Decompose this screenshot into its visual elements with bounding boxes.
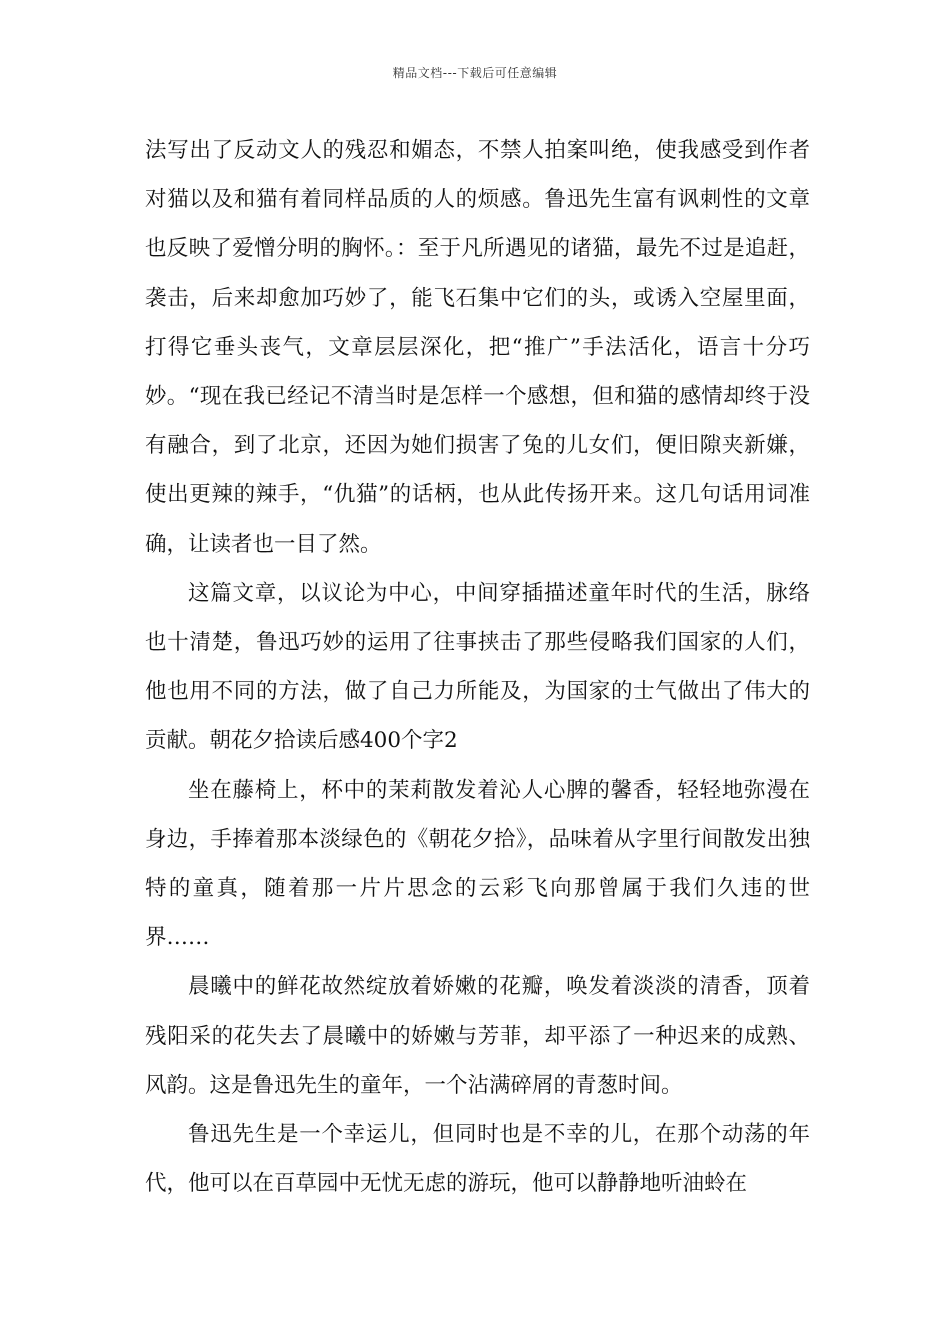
paragraph-1: 法写出了反动文人的残忍和媚态，不禁人拍案叫绝，使我感受到作者对猫以及和猫有着同样品质的人的烦感。鲁迅先生富有讽刺性的文章也反映了爱憎分明的胸怀。：至于凡所遇见的诸猫，最先不过是追赶，袭击，后来却愈加巧妙了，能飞石集中它们的头，或诱入空屋里面，打得它垂头丧气，文章层层深化，把“推广”手法活化，语言十分巧妙。“现在我已经记不清当时是怎样一个感想，但和猫的感情却终于没有融合，到了北京，还因为她们损害了兔的儿女们，便旧隙夹新嫌，使出更辣的辣手，“仇猫”的话柄，也从此传扬开来。这几句话用词准确，让读者也一目了然。 xyxy=(145,138,810,557)
paragraph-3: 坐在藤椅上，杯中的茉莉散发着沁人心脾的馨香，轻轻地弥漫在身边，手捧着那本淡绿色的《朝花夕拾》，品味着从字里行间散发出独特的童真，随着那一片片思念的云彩飞向那曾属于我们久违的世界…… xyxy=(145,777,810,951)
document-body xyxy=(145,126,810,1208)
paragraph-5: 鲁迅先生是一个幸运儿，但同时也是不幸的儿，在那个动荡的年代，他可以在百草园中无忧无虑的游玩，他可以静静地听油蛉在 xyxy=(145,1122,810,1197)
paragraph-4: 晨曦中的鲜花故然绽放着娇嫩的花瓣，唤发着淡淡的清香，顶着残阳采的花失去了晨曦中的娇嫩与芳菲，却平添了一种迟来的成熟、风韵。这是鲁迅先生的童年，一个沾满碎屑的青葱时间。 xyxy=(145,974,810,1098)
paragraph-2: 这篇文章，以议论为中心，中间穿插描述童年时代的生活，脉络也十清楚，鲁迅巧妙的运用了往事挟击了那些侵略我们国家的人们，他也用不同的方法，做了自己力所能及，为国家的士气做出了伟大的贡献。朝花夕拾读后感400个字2 xyxy=(145,580,810,754)
page-header: 精品文档---下载后可任意编辑 xyxy=(392,66,558,80)
